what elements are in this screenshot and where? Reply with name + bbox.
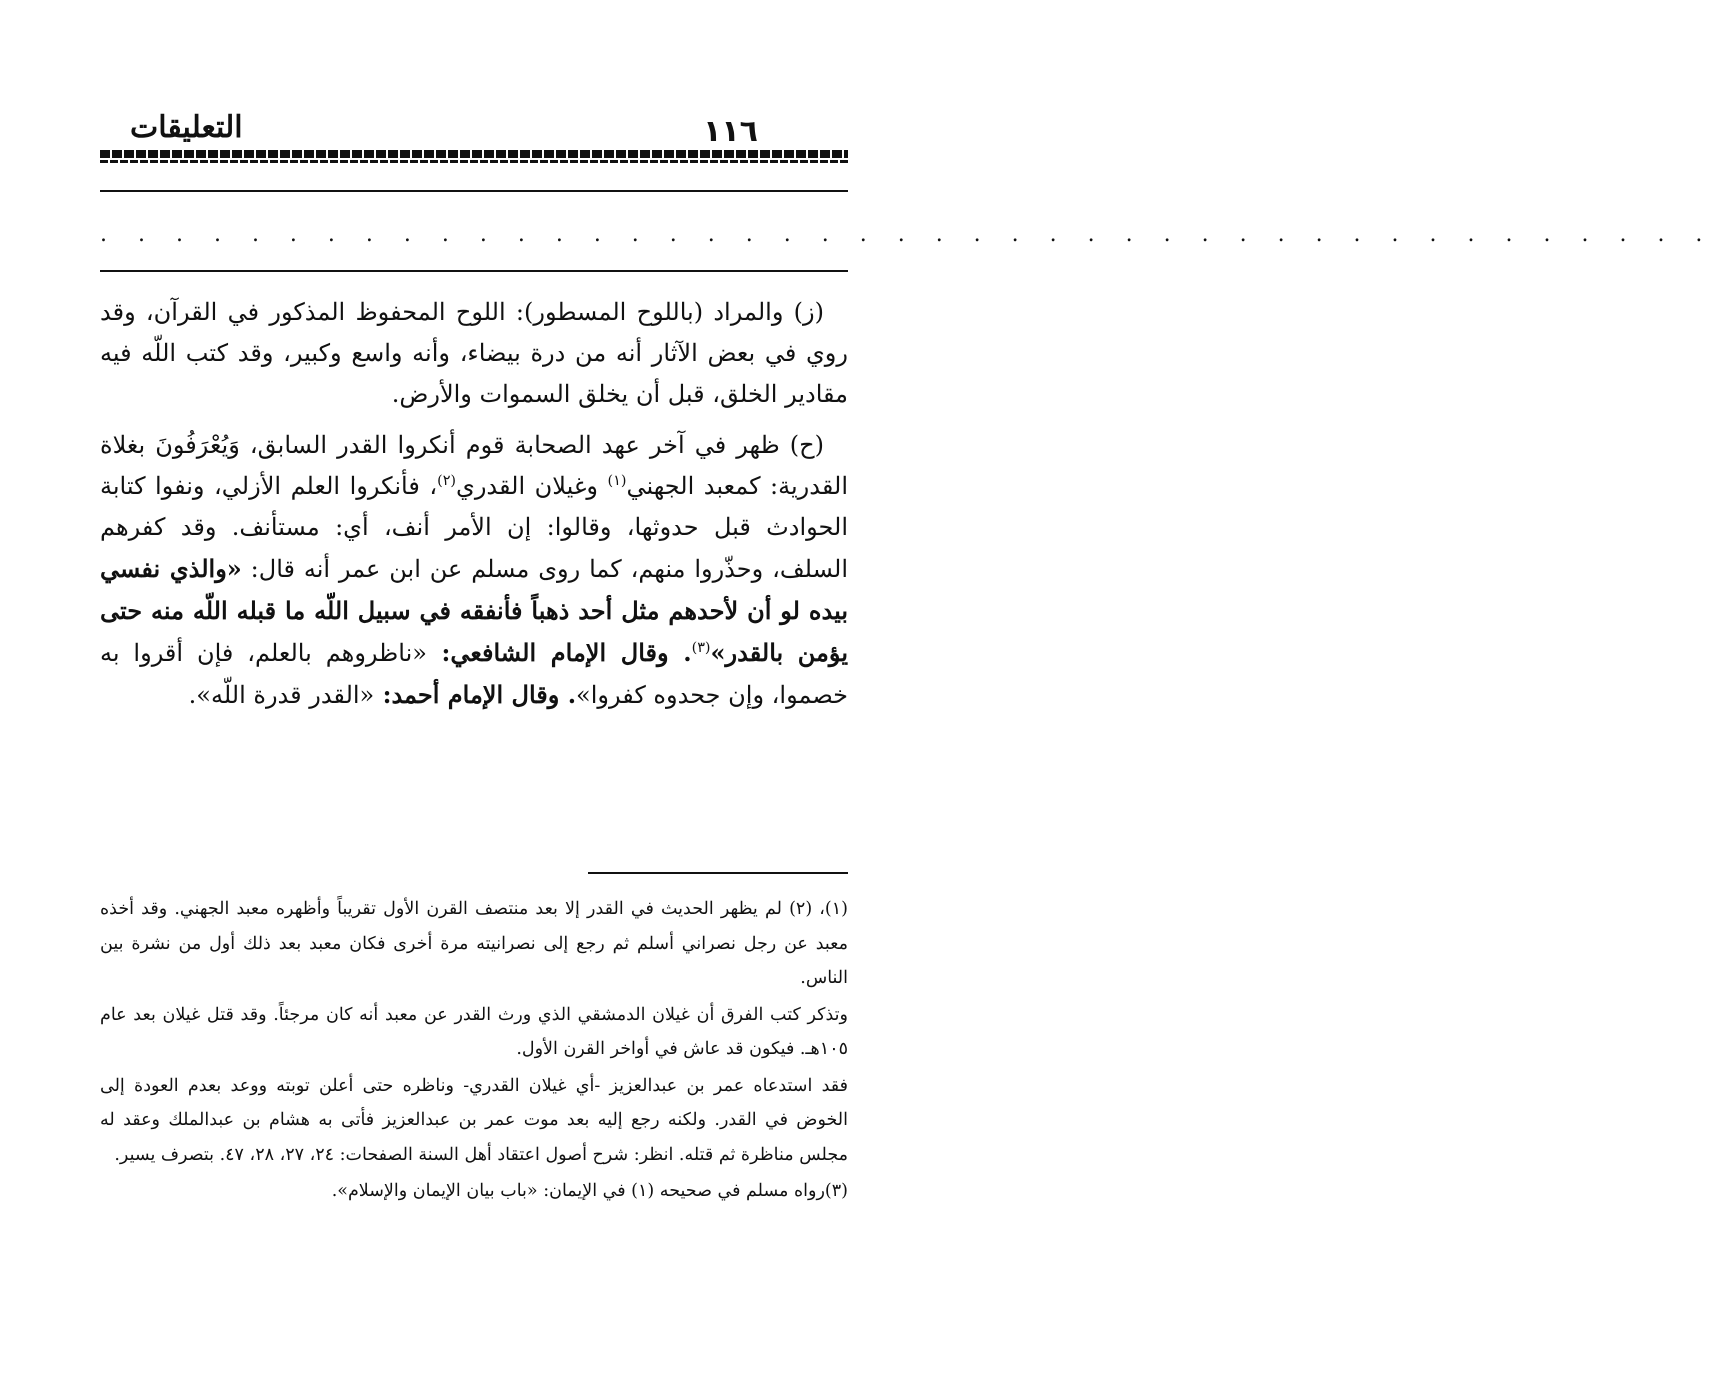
main-text: [100, 292, 848, 726]
quote-ibn-umar: «والذي نفسي بيده لو أن لأحدهم مثل أحد ذهباً فأنفقه في سبيل اللّه ما قبله اللّه منه حتى يؤمن بالقدر»: [100, 554, 848, 667]
divider-top: [100, 190, 848, 192]
footnote-ref-3: (٣): [691, 640, 711, 656]
footnote-ref-2: (٢): [437, 473, 457, 489]
para-h-mid: وغيلان القدري: [456, 472, 608, 500]
footnote-ref-1: (١): [607, 473, 627, 489]
paragraph-z: (ز) والمراد (باللوح المسطور): اللوح المحفوظ المذكور في القرآن، وقد روي في بعض الآثار أنه من درة بيضاء، وأنه واسع وكبير، وقد كتب اللّه فيه مقادير الخلق، قبل أن يخلق السموات والأرض.: [100, 298, 848, 408]
paragraph-h: [100, 425, 848, 716]
footnotes: [100, 892, 848, 1211]
para-end: .: [188, 681, 197, 709]
shafii-label: . وقال الإمام الشافعي:: [426, 638, 692, 667]
footnote-ghaylan: وتذكر كتب الفرق أن غيلان الدمشقي الذي ورث القدر عن معبد أنه كان مرجئاً. وقد قتل غيلان بعد عام ١٠٥هـ. فيكون قد عاش في أواخر القرن الأول.: [100, 1004, 848, 1059]
footnote-separator: [588, 872, 848, 874]
footnote-3: (٣)رواه مسلم في صحيحه (١) في الإيمان: «باب بيان الإيمان والإسلام».: [331, 1181, 848, 1201]
page-header: [100, 100, 848, 170]
divider-bottom: [100, 270, 848, 272]
header-rule-thick: [100, 150, 848, 158]
para-h-cont: ، فأنكروا العلم الأزلي، ونفوا كتابة الحوادث قبل حدوثها، وقالوا: إن الأمر أنف، أي: مستأنف. وقد كفرهم السلف، وحذّروا منهم، كما روى مسلم عن ابن عمر أنه قال:: [100, 472, 848, 583]
header-rule-thin: [100, 160, 848, 163]
ahmad-label: . وقال الإمام أحمد:: [374, 680, 577, 709]
shafii-quote: «ناظروهم بالعلم، فإن أقروا به خصموا، وإن جحدوه كفروا»: [100, 639, 848, 709]
ahmad-quote: «القدر قدرة اللّه»: [196, 681, 375, 709]
footnote-umar: فقد استدعاه عمر بن عبدالعزيز -أي غيلان القدري- وناظره حتى أعلن توبته ووعد بعدم العودة إلى الخوض في القدر. ولكنه رجع إليه بعد موت عمر بن عبدالعزيز فأتى به هشام بن عبدالملك وعقد له مجلس مناظرة ثم قتله. انظر: شرح أصول اعتقاد أهل السنة الصفحات: ٢٤، ٢٧، ٢٨، ٤٧. بتصرف يسير.: [100, 1075, 848, 1165]
footnote-1-2: (١)، (٢) لم يظهر الحديث في القدر إلا بعد منتصف القرن الأول تقريباً وأظهره معبد الجهني. وقد أخذه معبد عن رجل نصراني أسلم ثم رجع إلى نصرانيته مرة أخرى فكان معبد بعد ذلك أول من نشرة بين الناس.: [100, 899, 848, 988]
ellipsis-line: . . . . . . . . . . . . . . . . . . . . . . . . . . . . . . . . . . . . . . . . . . .: [100, 222, 1714, 247]
page-number: ١١٦: [703, 114, 758, 149]
running-title: التعليقات: [130, 110, 243, 145]
para-h-intro: (ح) ظهر في آخر عهد الصحابة قوم أنكروا القدر السابق، وَيُعْرَفُونَ بغلاة القدرية: كمعبد الجهني: [100, 431, 848, 500]
